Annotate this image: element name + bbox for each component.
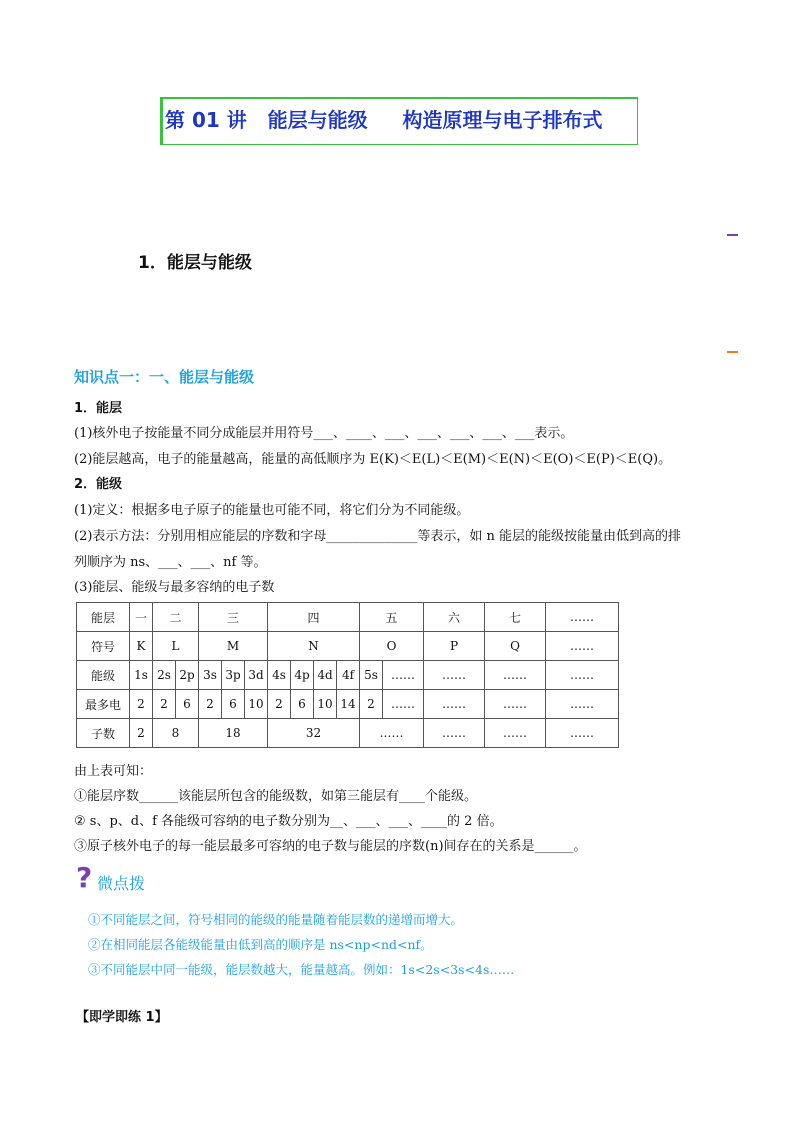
table-cell: 18 [199,719,268,748]
table-cell: …… [546,690,619,719]
page-title: 第 01 讲 能层与能级 构造原理与电子排布式 [165,108,603,132]
section-heading: 1．能层与能级 [138,253,252,273]
table-cell: N [268,632,360,661]
text-line: ② s、p、d、f 各能级可容纳的电子数分别为__、___、___、____的 2 倍。 [74,814,503,829]
text-line: (3)能层、能级与最多容纳的电子数 [74,580,275,595]
table-cell: …… [424,719,485,748]
text-line: (2)能层越高，电子的能量越高，能量的高低顺序为 E(K)＜E(L)＜E(M)＜E(N)＜E(O)＜E(P)＜E(Q)。 [74,452,672,467]
table-row [77,661,619,690]
table-cell: 4f [337,661,360,690]
table-cell: 2 [153,690,176,719]
table-cell: 4p [291,661,314,690]
practice-label: 【即学即练 1】 [76,1010,168,1025]
table-cell: 32 [268,719,360,748]
text-line: (1)定义：根据多电子原子的能量也可能不同，将它们分为不同能级。 [74,503,470,518]
table-cell: 3s [199,661,222,690]
table-cell: …… [383,690,424,719]
knowledge-point-title: 知识点一：一、能层与能级 [74,368,255,386]
table-row [77,719,619,748]
subsection-heading-sublevel: 2．能级 [74,477,123,492]
energy-level-table [76,602,619,748]
table-cell: M [199,632,268,661]
table-cell: 1s [130,661,153,690]
text-line: (1)核外电子按能量不同分成能层并用符号___、____、___、___、___、___、___表示。 [74,426,574,441]
tip-line: ①不同能层之间，符号相同的能级的能量随着能层数的递增而增大。 [88,912,464,927]
table-cell: 6 [176,690,199,719]
table-cell: …… [546,632,619,661]
table-cell: 三 [199,603,268,632]
table-cell: 10 [314,690,337,719]
table-cell: 6 [222,690,245,719]
table-cell: …… [546,719,619,748]
table-row [77,690,619,719]
table-cell: P [424,632,485,661]
table-cell: 10 [245,690,268,719]
table-cell: 2 [130,690,153,719]
text-line: 由上表可知： [74,764,153,779]
table-cell: 14 [337,690,360,719]
row-label: 能级 [77,661,130,690]
table-cell: …… [546,661,619,690]
tip-line: ②在相同能层各能级能量由低到高的顺序是 ns<np<nd<nf。 [88,937,433,952]
table-cell: 2s [153,661,176,690]
text-line: 列顺序为 ns、___、___、nf 等。 [74,555,267,570]
table-cell: …… [485,690,546,719]
table-cell: 3d [245,661,268,690]
question-mark-icon [76,863,98,891]
table-cell: 2p [176,661,199,690]
table-cell: …… [485,661,546,690]
table-cell: …… [424,661,485,690]
table-cell: 2 [199,690,222,719]
table-cell: 2 [268,690,291,719]
table-cell: 六 [424,603,485,632]
table-cell: …… [360,719,424,748]
table-cell: 8 [153,719,199,748]
table-row [77,632,619,661]
table-cell: O [360,632,424,661]
table-cell: …… [424,690,485,719]
table-cell: Q [485,632,546,661]
table-row [77,603,619,632]
row-label: 能层 [77,603,130,632]
table-cell: 四 [268,603,360,632]
text-line: ③原子核外电子的每一能层最多可容纳的电子数与能层的序数(n)间存在的关系是______。 [74,839,587,854]
table-cell: 5s [360,661,383,690]
svg-text:?: ? [76,863,93,891]
text-line: (2)表示方法：分别用相应能层的序数和字母______________等表示，如 n 能层的能级按能量由低到高的排 [74,529,682,544]
table-cell: 2 [130,719,153,748]
table-cell: …… [485,719,546,748]
table-cell: 五 [360,603,424,632]
table-cell: L [153,632,199,661]
table-cell: 二 [153,603,199,632]
text-line: ①能层序数______该能层所包含的能级数，如第三能层有____个能级。 [74,789,478,804]
row-label: 最多电 [77,690,130,719]
table-cell: 七 [485,603,546,632]
row-label: 子数 [77,719,130,748]
table-cell: 6 [291,690,314,719]
tip-title: 微点拨 [97,874,146,893]
table-cell: 4d [314,661,337,690]
table-cell: 2 [360,690,383,719]
row-label: 符号 [77,632,130,661]
subsection-heading-layer: 1．能层 [74,401,123,416]
table-cell: …… [383,661,424,690]
table-cell: …… [546,603,619,632]
tip-line: ③不同能层中同一能级，能层数越大，能量越高。例如：1s<2s<3s<4s…… [88,962,515,977]
table-cell: 一 [130,603,153,632]
margin-mark-orange [727,351,738,353]
table-cell: 3p [222,661,245,690]
margin-mark-purple [727,234,738,236]
table-cell: K [130,632,153,661]
table-cell: 4s [268,661,291,690]
